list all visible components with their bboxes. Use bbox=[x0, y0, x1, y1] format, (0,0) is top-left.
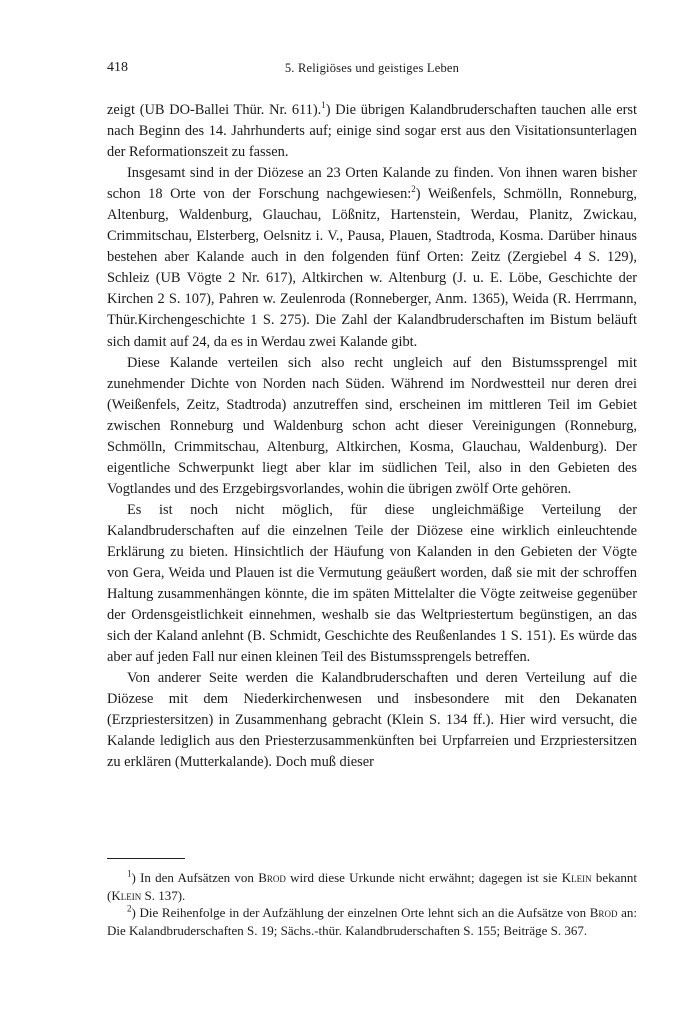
paragraph-1 bbox=[107, 100, 637, 163]
page-number: 418 bbox=[107, 60, 128, 75]
running-title: 5. Religiöses und geistiges Leben bbox=[284, 61, 460, 75]
author-brod: Brod bbox=[258, 870, 286, 885]
author-klein: Klein bbox=[111, 887, 142, 903]
footnote-2-marker: 2 bbox=[127, 903, 132, 914]
paragraph-1-text-b: ) Die übrigen Kalandbruderschaften tauchen alle erst nach Beginn des 14. Jahrhunderts auf; einige sind sogar erst aus den Visitationsunterlagen der Reformationszeit zu fassen. bbox=[107, 102, 637, 161]
paragraph-5: Von anderer Seite werden die Kalandbruderschaften und deren Verteilung auf die Diözese mit dem Niederkirchenwesen und insbesondere mit den Dekanaten (Erzpriestersitzen) in Zusammenhang gebracht (Klein S. 134 ff.). Hier wird versucht, die Kalande lediglich aus den Priesterzusammenkünften bei Urpfarreien und Erzpriestersitzen zu erklären (Mutterkalande). Doch muß dieser bbox=[107, 670, 637, 771]
footnotes bbox=[107, 869, 637, 939]
footnote-1-text-c: bekannt ( bbox=[107, 870, 637, 903]
footnote-2-text-b: an: Die Kalandbruderschaften S. 19; Sächs.-thür. Kalandbruderschaften S. 155; Beiträge S. 367. bbox=[107, 905, 637, 938]
footnote-2-text-a: ) Die Reihenfolge in der Aufzählung der einzelnen Orte lehnt sich an die Aufsätze von bbox=[131, 905, 590, 921]
footnote-1-text-b: wird diese Urkunde nicht erwähnt; dagegen ist sie bbox=[285, 870, 562, 885]
footnote-ref-2: 2 bbox=[411, 184, 416, 195]
paragraph-4: Es ist noch nicht möglich, für diese ungleichmäßige Verteilung der Kalandbruderschaften auf die einzelnen Teile der Diözese eine wirklich einleuchtende Erklärung zu bieten. Hinsichtlich der Häufung von Kalanden in den Gebieten der Vögte von Gera, Weida und Plauen ist die Vermutung geäußert worden, daß sie mit der schroffen Haltung zusammenhängen könnte, die im späten Mittelalter die Vögte zeitweise gegenüber der Ordensgeistlichkeit einnehmen, weshalb sie das Weltpriestertum begünstigen, an das sich der Kaland anlehnt (B. Schmidt, Geschichte des Reußenlandes 1 S. 151). Es würde das aber auf jeden Fall nur einen kleinen Teil des Bistumssprengels betreffen. bbox=[107, 501, 637, 666]
footnote-2 bbox=[107, 904, 637, 939]
author-brod: Brod bbox=[589, 905, 618, 921]
paragraph-1-text-a: zeigt (UB DO-Ballei Thür. Nr. 611). bbox=[107, 102, 322, 118]
footnote-ref-1: 1 bbox=[321, 100, 326, 111]
author-klein: Klein bbox=[561, 870, 592, 885]
footnote-1-text-d: S. 137). bbox=[141, 887, 186, 903]
paragraph-2-text-a: Insgesamt sind in der Diözese an 23 Orten Kalande zu finden. Von ihnen waren bisher schon 18 Orte von der Forschung nachgewiesen: bbox=[107, 165, 637, 203]
page-header bbox=[107, 60, 637, 80]
footnote-1 bbox=[107, 869, 637, 904]
footnote-1-text-a: ) In den Aufsätzen von bbox=[131, 870, 259, 885]
paragraph-2-text-b: ) Weißenfels, Schmölln, Ronneburg, Altenburg, Waldenburg, Glauchau, Lößnitz, Hartenstein, Werdau, Planitz, Zwickau, Crimmitschau, Elsterberg, Oelsnitz i. V., Pausa, Plauen, Stadtroda, Kosma. Darüber hinaus bestehen aber Kalande auch in den folgenden fünf Orten: Zeitz (Zergiebel 4 S. 129), Schleiz (UB Vögte 2 Nr. 617), Altkirchen w. Altenburg (J. u. E. Löbe, Geschichte der Kirchen 2 S. 107), Pahren w. Zeulenroda (Ronneberger, Anm. 1365), Weida (R. Herrmann, Thür.Kirchengeschichte 1 S. 275). Die Zahl der Kalandbruderschaften im Bistum beläuft sich damit auf 24, da es in Werdau zwei Kalande gibt. bbox=[107, 186, 637, 350]
footnote-1-marker: 1 bbox=[127, 868, 132, 879]
paragraph-3: Diese Kalande verteilen sich also recht ungleich auf den Bistumssprengel mit zunehmender Dichte von Norden nach Süden. Während im Nordwestteil nur deren drei (Weißenfels, Zeitz, Stadtroda) anzutreffen sind, erscheinen im mittleren Teil im Gebiet zwischen Ronneburg und Waldenburg schon acht dieser Vereinigungen (Ronneburg, Schmölln, Crimmitschau, Altenburg, Altkirchen, Kosma, Glauchau, Waldenburg). Der eigentliche Schwerpunkt liegt aber klar im südlichen Teil, also in den Gebieten des Vogtlandes und des Erzgebirgsvorlandes, wohin die übrigen zwölf Orte gehören. bbox=[107, 354, 637, 497]
body-text bbox=[107, 100, 637, 774]
footnote-divider bbox=[107, 858, 185, 859]
paragraph-2 bbox=[107, 163, 637, 352]
